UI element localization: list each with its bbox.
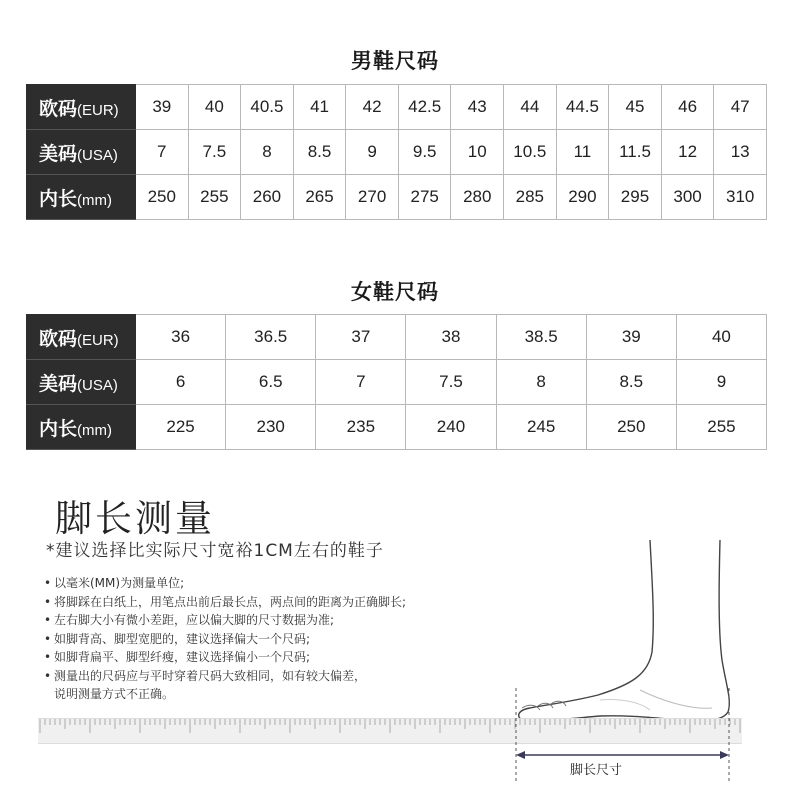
women-size-table	[26, 314, 767, 450]
size-cell: 245	[496, 405, 586, 450]
size-row	[27, 130, 767, 175]
bullet-icon: •	[44, 576, 52, 590]
size-cell: 7	[316, 360, 406, 405]
tip-item: • 将脚踩在白纸上，用笔点出前后最长点，两点间的距离为正确脚长;	[44, 593, 406, 612]
size-cell: 42	[346, 85, 399, 130]
size-cell: 41	[293, 85, 346, 130]
size-cell: 300	[661, 175, 714, 220]
size-cell: 42.5	[398, 85, 451, 130]
size-row	[27, 360, 767, 405]
size-cell: 6	[136, 360, 226, 405]
row-header: 美码(USA)	[27, 130, 136, 175]
size-cell: 7.5	[406, 360, 496, 405]
size-cell: 8.5	[293, 130, 346, 175]
size-cell: 260	[241, 175, 294, 220]
size-cell: 11	[556, 130, 609, 175]
size-cell: 225	[136, 405, 226, 450]
row-header: 美码(USA)	[27, 360, 136, 405]
tip-item: • 如脚背扁平、脚型纤瘦，建议选择偏小一个尺码;	[44, 648, 406, 667]
tip-continuation: 说明测量方式不正确。	[54, 687, 175, 701]
size-cell: 8	[496, 360, 586, 405]
size-cell: 290	[556, 175, 609, 220]
bullet-icon: •	[44, 613, 52, 627]
size-cell: 36	[136, 315, 226, 360]
size-cell: 37	[316, 315, 406, 360]
size-cell: 38	[406, 315, 496, 360]
size-cell: 40	[676, 315, 766, 360]
size-cell: 40.5	[241, 85, 294, 130]
size-cell: 36.5	[226, 315, 316, 360]
size-cell: 38.5	[496, 315, 586, 360]
row-header: 欧码(EUR)	[27, 85, 136, 130]
tip-item: • 如脚背高、脚型宽肥的，建议选择偏大一个尺码;	[44, 630, 406, 649]
foot-length-label: 脚长尺寸	[566, 759, 626, 778]
size-cell: 10.5	[504, 130, 557, 175]
size-cell: 9	[346, 130, 399, 175]
size-cell: 10	[451, 130, 504, 175]
size-cell: 46	[661, 85, 714, 130]
tip-item: • 左右脚大小有微小差距，应以偏大脚的尺寸数据为准;	[44, 611, 406, 630]
size-cell: 250	[586, 405, 676, 450]
row-header: 内长(mm)	[27, 175, 136, 220]
size-cell: 11.5	[609, 130, 662, 175]
size-cell: 255	[676, 405, 766, 450]
bullet-icon: •	[44, 668, 52, 683]
size-cell: 13	[714, 130, 767, 175]
row-header: 内长(mm)	[27, 405, 136, 450]
size-cell: 47	[714, 85, 767, 130]
men-size-title: 男鞋尺码	[351, 49, 439, 73]
tip-item: • 以毫米(MM)为测量单位;	[44, 574, 406, 593]
measure-subtitle: *建议选择比实际尺寸宽裕1CM左右的鞋子	[46, 541, 384, 561]
size-row	[27, 315, 767, 360]
size-cell: 230	[226, 405, 316, 450]
women-size-title: 女鞋尺码	[351, 280, 439, 304]
size-cell: 44.5	[556, 85, 609, 130]
size-cell: 9.5	[398, 130, 451, 175]
size-row	[27, 85, 767, 130]
size-cell: 280	[451, 175, 504, 220]
size-cell: 9	[676, 360, 766, 405]
size-cell: 44	[504, 85, 557, 130]
size-cell: 39	[586, 315, 676, 360]
bullet-icon: •	[44, 631, 52, 646]
size-cell: 7	[136, 130, 189, 175]
size-cell: 270	[346, 175, 399, 220]
size-cell: 255	[188, 175, 241, 220]
size-cell: 240	[406, 405, 496, 450]
size-cell: 275	[398, 175, 451, 220]
men-size-table	[26, 84, 767, 220]
size-cell: 235	[316, 405, 406, 450]
size-cell: 250	[136, 175, 189, 220]
size-cell: 310	[714, 175, 767, 220]
size-cell: 39	[136, 85, 189, 130]
size-cell: 40	[188, 85, 241, 130]
measure-title: 脚长测量	[55, 497, 215, 540]
size-cell: 265	[293, 175, 346, 220]
size-cell: 6.5	[226, 360, 316, 405]
size-cell: 45	[609, 85, 662, 130]
size-cell: 43	[451, 85, 504, 130]
size-cell: 7.5	[188, 130, 241, 175]
size-cell: 295	[609, 175, 662, 220]
size-cell: 12	[661, 130, 714, 175]
bullet-icon: •	[44, 650, 52, 664]
size-row	[27, 405, 767, 450]
bullet-icon: •	[44, 594, 52, 609]
row-header: 欧码(EUR)	[27, 315, 136, 360]
size-row	[27, 175, 767, 220]
tip-item: • 测量出的尺码应与平时穿着尺码大致相同，如有较大偏差，	[44, 667, 406, 686]
foot-length-indicator	[0, 680, 790, 808]
size-cell: 8	[241, 130, 294, 175]
size-cell: 285	[504, 175, 557, 220]
size-cell: 8.5	[586, 360, 676, 405]
